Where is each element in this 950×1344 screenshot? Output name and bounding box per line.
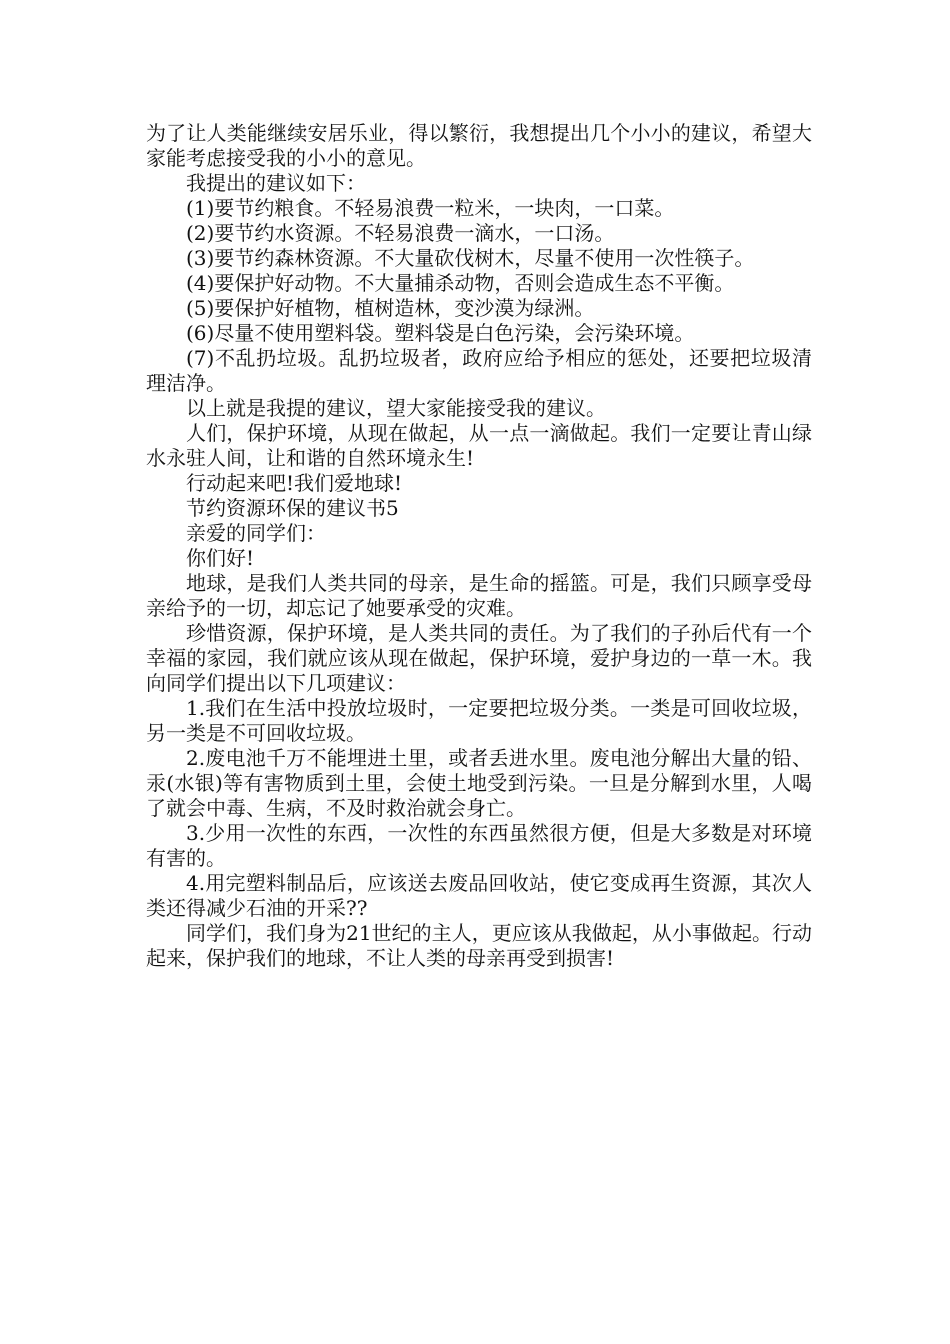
paragraph-4: (2)要节约水资源。不轻易浪费一滴水，一口汤。 [186, 221, 615, 245]
closing-paragraph: 同学们，我们身为21世纪的主人，更应该从我做起，从小事做起。行动起来，保护我们的地球，不让人类的母亲再受到损害! [146, 921, 812, 970]
paragraph-3: (1)要节约粮食。不轻易浪费一粒米，一块肉，一口菜。 [186, 196, 675, 220]
paragraph-8: (6)尽量不使用塑料袋。塑料袋是白色污染，会污染环境。 [186, 321, 695, 345]
paragraph-6: (4)要保护好动物。不大量捕杀动物，否则会造成生态不平衡。 [186, 271, 735, 295]
salutation: 亲爱的同学们： [186, 521, 326, 545]
paragraph-17: 珍惜资源，保护环境，是人类共同的责任。为了我们的子孙后代有一个幸福的家园，我们就应该从现在做起，保护环境，爱护身边的一草一木。我向同学们提出以下几项建议： [146, 621, 812, 695]
paragraph-16: 地球，是我们人类共同的母亲，是生命的摇篮。可是，我们只顾享受母亲给予的一切，却忘记了她要承受的灾难。 [146, 571, 812, 620]
section-title: 节约资源环保的建议书5 [186, 496, 399, 520]
paragraph-2: 我提出的建议如下： [186, 171, 366, 195]
greeting: 你们好! [186, 546, 255, 570]
paragraph-10: 以上就是我提的建议，望大家能接受我的建议。 [186, 396, 606, 420]
paragraph-5: (3)要节约森林资源。不大量砍伐树木，尽量不使用一次性筷子。 [186, 246, 755, 270]
suggestion-4: 4.用完塑料制品后，应该送去废品回收站，使它变成再生资源，其次人类还得减少石油的开采?? [146, 871, 812, 920]
suggestion-2: 2.废电池千万不能埋进土里，或者丢进水里。废电池分解出大量的铅、汞(水银)等有害物质到土里，会使土地受到污染。一旦是分解到水里，人喝了就会中毒、生病，不及时救治就会身亡。 [146, 746, 812, 820]
document-body [146, 121, 812, 971]
paragraph-11: 人们，保护环境，从现在做起，从一点一滴做起。我们一定要让青山绿水永驻人间，让和谐的自然环境永生! [146, 421, 812, 470]
suggestion-3: 3.少用一次性的东西，一次性的东西虽然很方便，但是大多数是对环境有害的。 [146, 821, 812, 870]
paragraph-7: (5)要保护好植物，植树造林，变沙漠为绿洲。 [186, 296, 595, 320]
paragraph-1: 为了让人类能继续安居乐业，得以繁衍，我想提出几个小小的建议，希望大家能考虑接受我的小小的意见。 [146, 121, 812, 170]
paragraph-9: (7)不乱扔垃圾。乱扔垃圾者，政府应给予相应的惩处，还要把垃圾清理洁净。 [146, 346, 812, 395]
suggestion-1: 1.我们在生活中投放垃圾时，一定要把垃圾分类。一类是可回收垃圾，另一类是不可回收垃圾。 [146, 696, 812, 745]
paragraph-12: 行动起来吧!我们爱地球! [186, 471, 403, 495]
